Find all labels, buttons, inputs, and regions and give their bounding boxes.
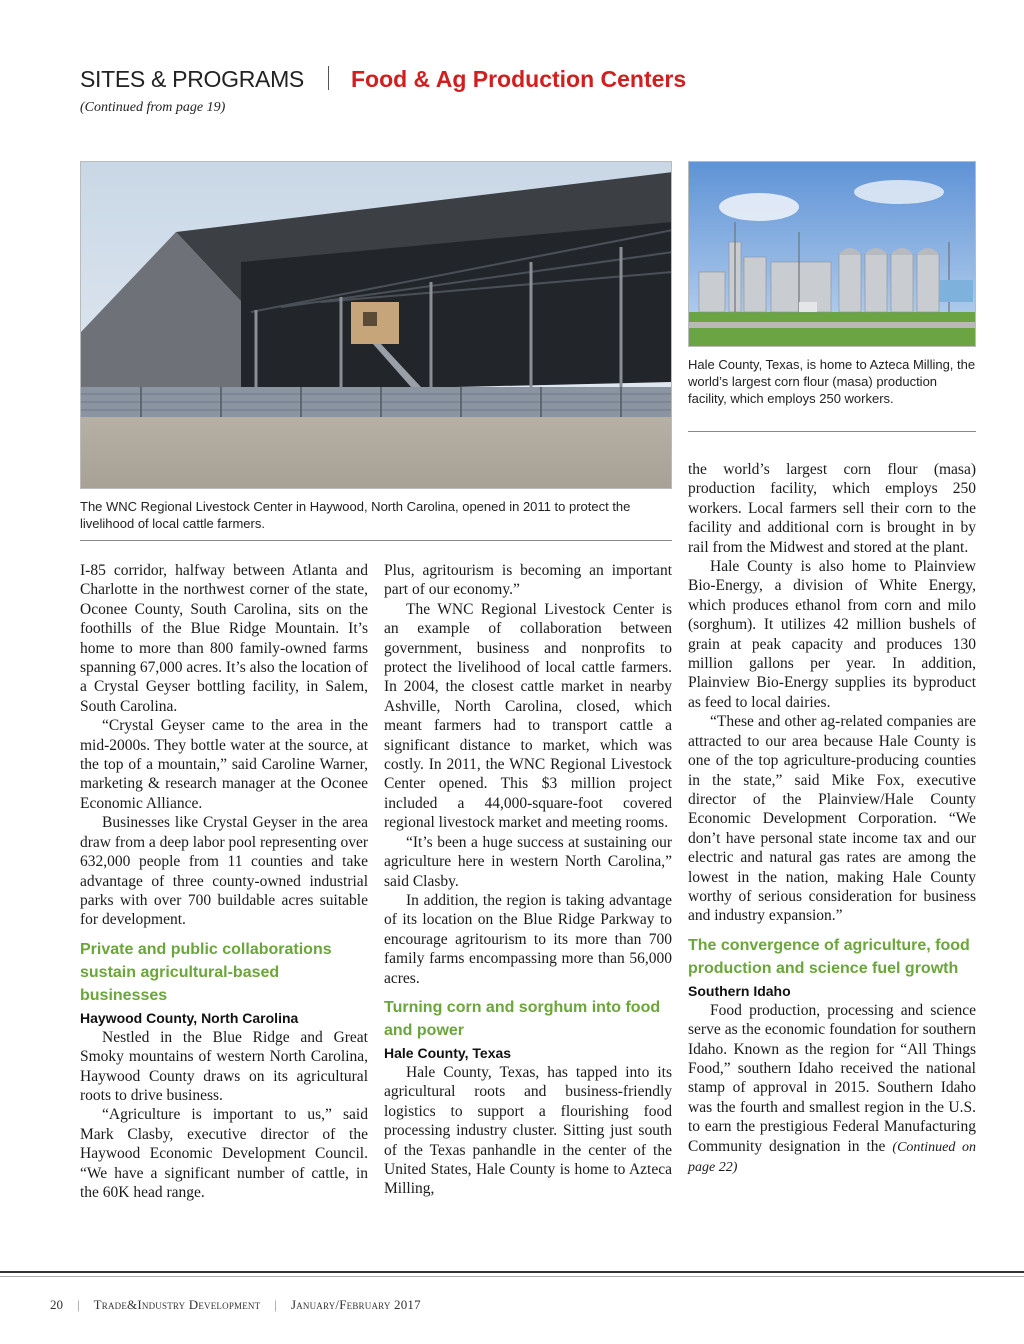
page-number: 20 xyxy=(50,1297,63,1312)
caption-rule xyxy=(688,431,976,432)
continued-on: (Continued on page 22) xyxy=(688,1139,976,1175)
paragraph: In addition, the region is taking advantage of its location on the Blue Ridge Parkway to encourage agritourism to its more than 700 family farms encompassing more than 56,000 acres. xyxy=(384,891,672,987)
livestock-photo-caption: The WNC Regional Livestock Center in Haywood, North Carolina, opened in 2011 to protect the livelihood of local cattle farmers. xyxy=(80,499,631,531)
paragraph: Hale County, Texas, has tapped into its agricultural roots and business-friendly logistics to support a flourishing food processing industry cluster. Sitting just south of the Texas panhandle in the center of the United States, Hale County is home to Azteca Milling, xyxy=(384,1063,672,1198)
footer-rule xyxy=(0,1271,1024,1273)
section-heading: The convergence of agriculture, food production and science fuel growth xyxy=(688,936,970,977)
paragraph xyxy=(688,1001,976,1178)
milling-photo-caption: Hale County, Texas, is home to Azteca Milling, the world’s largest corn flour (masa) production facility, which employs 250 workers. xyxy=(688,357,976,406)
section-subheading: Southern Idaho xyxy=(688,982,791,999)
paragraph: “Agriculture is important to us,” said Mark Clasby, executive director of the Haywood Economic Development Council. “We have a significant number of cattle, in the 60K head range. xyxy=(80,1106,368,1201)
publication-name: Trade&Industry Development xyxy=(93,1297,261,1312)
milling-facility-photo xyxy=(688,161,976,347)
footer-rule-thin xyxy=(0,1276,1024,1277)
paragraph: Hale County is also home to Plainview Bio-Energy, a division of White Energy, which produces ethanol from corn and milo (sorghum). It utilizes 42 million bushels of grain at peak capacity and produces 130 million gallons per year. In addition, Plainview Bio-Energy supplies its byproduct as feed to local dairies. xyxy=(688,558,976,711)
issue-date: January/February 2017 xyxy=(290,1297,421,1312)
section-label: SITES & PROGRAMS xyxy=(80,66,304,92)
paragraph: Businesses like Crystal Geyser in the area draw from a deep labor pool representing over 632,000 people from 11 counties and take advantage of three county-owned industrial parks with over 700 buildable acres suitable for development. xyxy=(80,814,368,929)
article-column-3 xyxy=(688,460,976,1177)
page-header xyxy=(80,66,980,98)
paragraph: “It’s been a huge success at sustaining our agriculture here in western North Carolina,” said Clasby. xyxy=(384,833,672,890)
section-subheading: Haywood County, North Carolina xyxy=(80,1009,299,1026)
section-heading: Turning corn and sorghum into food and power xyxy=(384,998,661,1039)
page-title: Food & Ag Production Centers xyxy=(350,66,687,92)
livestock-center-photo xyxy=(80,161,672,489)
section-subheading: Hale County, Texas xyxy=(384,1044,512,1061)
paragraph: “Crystal Geyser came to the area in the mid-2000s. They bottle water at the source, at the top of a mountain,” said Caroline Warner, marketing & research manager at the Oconee Economic Alliance. xyxy=(80,717,368,812)
paragraph-text: Food production, processing and science serve as the economic foundation for southern Idaho. Known as the region for “All Things Food,” southern Idaho received the national stamp of approval in 2015. Southern Idaho was the fourth and smallest region in the U.S. to earn the prestigious Federal Manufacturing Community designation in the xyxy=(688,1001,976,1155)
continued-from: (Continued from page 19) xyxy=(80,100,226,115)
caption-rule xyxy=(80,540,672,541)
paragraph: I-85 corridor, halfway between Atlanta and Charlotte in the northwest corner of the state, Oconee County, South Carolina, sits on the foothills of the Blue Ridge Mountain. It’s home to more than 800 family-owned farms spanning 67,000 acres. It’s also the location of a Crystal Geyser bottling facility, in Salem, South Carolina. xyxy=(80,562,368,715)
article-column-2 xyxy=(384,561,672,1199)
paragraph: “These and other ag-related companies are attracted to our area because Hale County is one of the top agriculture-producing counties in the state,” said Mike Fox, executive director of the Plainview/Hale County Economic Development Corporation. “We don’t have personal state income tax and our electric and natural gas rates are among the lowest in the nation, making Hale County worthy of serious consideration for business and industry expansion.” xyxy=(688,713,976,925)
paragraph: Plus, agritourism is becoming an important part of our economy.” xyxy=(384,562,672,599)
paragraph: Nestled in the Blue Ridge and Great Smoky mountains of western North Carolina, Haywood County draws on its agricultural roots to drive business. xyxy=(80,1028,368,1104)
article-column-1 xyxy=(80,561,368,1202)
paragraph: The WNC Regional Livestock Center is an example of collaboration between government, business and nonprofits to protect the livelihood of local cattle farmers. In 2004, the closest cattle market in nearby Ashville, North Carolina, closed, which meant farmers had to transport cattle a significant distance to market, which was costly. In 2011, the WNC Regional Livestock Center opened. This $3 million project included a 44,000-square-foot covered regional livestock market and meeting rooms. xyxy=(384,600,672,832)
section-heading: Private and public collaborations sustain agricultural-based businesses xyxy=(80,940,332,1004)
page-footer: 20 | Trade&Industry Development | January/February 2017 xyxy=(50,1297,421,1312)
header-divider xyxy=(328,66,329,90)
paragraph: the world’s largest corn flour (masa) production facility, which employs 250 workers. Local farmers sell their corn to the facility and additional corn is brought in by rail from the Midwest and stored at the plant. xyxy=(688,461,976,556)
